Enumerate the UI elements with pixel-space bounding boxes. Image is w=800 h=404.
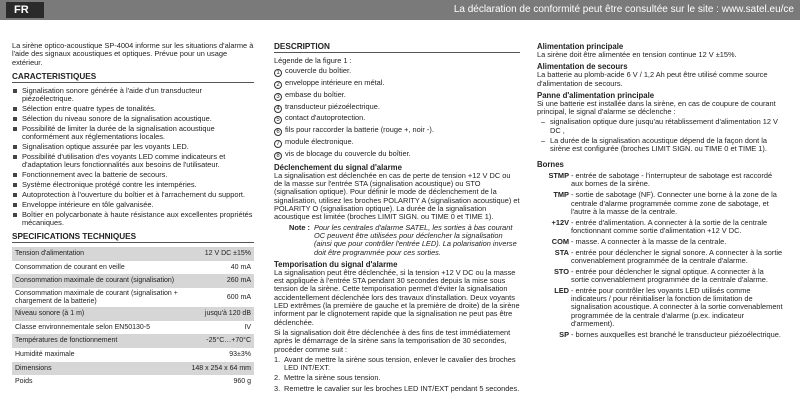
power-failure-item: – La durée de la signalisation acoustique dépend de la façon dont la sirène est configurée (broches LIMIT SIGN. ou TIME 0 et TIME 1). [541,137,783,154]
legend-item [274,103,520,113]
legend-item [274,79,520,89]
spec-value: 960 g [233,378,251,386]
legend-item [274,150,520,160]
description-heading: DESCRIPTION [274,42,520,53]
terminal-item [537,191,783,216]
spec-label: Dimensions [12,362,188,376]
figure-legend [274,67,520,160]
legend-text: transducteur piézoélectrique. [285,101,380,111]
characteristic-item: Enveloppe intérieure en tôle galvanisée. [12,201,254,209]
dash-separator: - [571,217,576,227]
spec-value: 600 mA [226,293,251,301]
spec-label: Consommation de courant en veille [15,263,125,271]
terminal-key: LED [554,285,569,295]
terminal-key: +12V [551,217,569,227]
terminal-key: COM [551,236,569,246]
legend-number-badge: 6 [274,128,282,136]
spec-value: 93±3% [229,351,251,359]
legend-number-badge: 7 [274,140,282,148]
delay-heading: Temporisation du signal d'alarme [274,259,398,269]
terminal-text: masse. A connecter à la masse de la centrale. [575,236,727,246]
characteristic-item: Boîtier en polycarbonate à haute résistance aux excellentes propriétés mécaniques. [12,211,254,228]
terminal-text: bornes auxquelles est branché le transducteur piézoélectrique. [575,329,781,339]
spec-label: Consommation maximale de courant (signalisation) [12,274,188,288]
conformity-notice: La déclaration de conformité peut être consultée sur le site : www.satel.eu/ce [453,4,794,15]
legend-item [274,67,520,77]
characteristic-item: Sélection entre quatre types de tonalités. [12,105,254,113]
step-text: Remettre le cavalier sur les broches LED INT/EXT pendant 5 secondes. [284,383,520,393]
backup-power-text: La batterie au plomb-acide 6 V / 1,2 Ah peut être utilisé comme source d'alimentation de secours. [537,70,768,88]
terminal-text: entrée de sabotage - l'interrupteur de sabotage est raccordé aux bornes de la sirène. [571,171,773,189]
spec-value: 260 mA [188,274,254,288]
main-power-text: La sirène doit être alimentée en tension continue 12 V ±15%. [537,50,737,59]
trigger-heading: Déclenchement du signal d'alarme [274,162,402,172]
spec-row [12,288,254,307]
terminal-key: STMP [548,171,569,181]
spec-label: Consommation maximale de courant (signalisation + chargement de la batterie) [15,290,178,305]
spec-row [12,362,254,376]
legend-number-badge: 4 [274,105,282,113]
terminals-heading: Bornes [537,160,564,170]
terminal-desc [571,268,783,285]
legend-text: vis de blocage du couvercle du boîtier. [285,148,411,158]
delay-text-1: La signalisation peut être déclenchée, si la tension +12 V DC ou la masse est appliquée à l'entrée STA pendant 30 secondes depuis la mise sous tension de la sirène. Cette temporisation permet d'éviter la signalisation accidentellement déclenchée lors des travaux d'installation. Deux voyants LED extrêmes (la première de gauche et la première de droite) de la sirène informent par le clignotement rapide que la signalisation ne peut pas être déclenchée. [274,267,520,327]
legend-number-badge: 2 [274,81,282,89]
spec-row [12,334,254,348]
spec-value: IV [244,323,251,331]
spec-row [12,261,254,275]
terminal-text: entrée pour déclencher le signal optique. A connecter à la sortie convenablement programmée de la centrale d'alarme. [571,266,768,284]
terminal-text: sortie de sabotage (NF). Connecter une borne à la zone de la centrale d'alarme programmée comme zone de sabotage, et l'autre à la masse de la centrale. [571,190,777,216]
specs-table [12,247,254,389]
note-label: Note : [289,222,310,232]
power-failure-heading: Panne d'alimentation principale [537,90,655,100]
legend-text: module électronique. [285,137,354,147]
header-bar [0,0,800,20]
terminal-item [537,268,783,285]
terminal-text: entrée pour contrôler les voyants LED utilisés comme indicateurs / pour réinitialiser la fonction de limitation de signalisation acoustique. A connecter à la sortie convenablement programmée de la centrale d'alarme (p.ex. indicateur d'armement). [571,285,783,328]
legend-text: couvercle du boîtier. [285,66,352,76]
dash-separator: - [571,329,576,339]
specs-heading: SPECIFICATIONS TECHNIQUES [12,232,254,243]
legend-text: enveloppe intérieure en métal. [285,78,385,88]
language-tag: FR [6,2,44,18]
step-item [274,356,520,373]
spec-label: Températures de fonctionnement [12,334,188,348]
trigger-text: La signalisation est déclenchée en cas de perte de tension +12 V DC ou de la masse sur l'entrée STA (signalisation acoustique) ou STO (signalisation optique). Pour définir le mode de déclenchement de la signalisation, utilisez les broches POLARITY A (signalisation acoustique) et POLARITY O (signalisation optique). La durée de la signalisation acoustique est limitée (broches LIMIT SIGN. ou TIME 0 et TIME 1). [274,170,520,222]
terminal-desc [571,331,783,339]
step-number: 3. [274,383,281,393]
legend-number-badge: 3 [274,93,282,101]
spec-value: 12 V DC ±15% [188,247,254,261]
legend-title: Légende de la figure 1 : [274,56,352,65]
spec-value: jusqu'à 120 dB [188,307,254,321]
note-block [274,224,520,257]
main-power-heading: Alimentation principale [537,42,624,51]
spec-label: Classe environnementale selon EN50130-5 [15,323,151,331]
step-text: Avant de mettre la sirène sous tension, enlever le cavalier des broches LED INT/EXT. [284,354,516,373]
spec-row [12,307,254,321]
terminal-text: entrée d'alimentation. A connecter à la sortie de la centrale fonctionnant comme sortie d'alimentation +12 V DC. [571,217,768,235]
spec-row [12,274,254,288]
terminal-key: STO [553,266,569,276]
step-text: Mettre la sirène sous tension. [284,373,381,383]
step-number: 1. [274,354,281,364]
column-right [537,42,783,342]
terminal-desc [571,238,783,246]
terminal-item [537,331,783,339]
note-text: Pour les centrales d'alarme SATEL, les sorties à bas courant OC peuvent être utilisées pour déclencher la signalisation (ainsi que pour contrôler l'entrée LED). La polarisation inverse doit être programmée pour ces sorties. [314,222,517,257]
characteristic-item: Possibilité d'utilisation d'es voyants LED comme indicateurs et d'adaptation leurs fonctionnalités aux besoins de l'utilisateur. [12,153,254,170]
dash-separator: - [571,190,576,200]
terminal-item [537,238,783,246]
dash-separator: - [571,266,576,276]
terminal-item [537,287,783,328]
characteristics-heading: CARACTERISTIQUES [12,72,254,83]
terminal-item [537,249,783,266]
characteristic-item: Signalisation sonore générée à l'aide d'un transducteur piézoélectrique. [12,87,254,104]
step-item [274,385,520,393]
legend-item [274,114,520,124]
spec-value: 148 x 254 x 64 mm [188,362,254,376]
spec-label: Humidité maximale [15,351,75,359]
spec-label: Niveau sonore (à 1 m) [12,307,188,321]
dash-separator: - [571,285,576,295]
legend-text: fils pour raccorder la batterie (rouge +, noir -). [285,125,434,135]
legend-item [274,138,520,148]
legend-item [274,91,520,101]
spec-row [12,321,254,335]
legend-text: contact d'autoprotection. [285,113,366,123]
terminal-desc [571,172,783,189]
terminal-key: SP [559,329,569,339]
terminal-item [537,172,783,189]
step-number: 2. [274,373,281,383]
steps-list [274,356,520,393]
intro-text: La sirène optico-acoustique SP-4004 informe sur les situations d'alarme à l'aide des signaux acoustiques et optiques. Prévue pour un usage extérieur. [12,41,254,67]
spec-row [12,247,254,261]
terminal-desc [571,219,783,236]
step-item [274,374,520,382]
spec-row [12,375,254,389]
power-failure-item: – signalisation optique dure jusqu'au rétablissement d'alimentation 12 V DC , [541,118,783,135]
terminals-list [537,172,783,339]
backup-power-heading: Alimentation de secours [537,62,628,72]
dash-separator: - [571,236,576,246]
characteristic-item: Autoprotection à l'ouverture du boîtier et à l'arrachement du support. [12,191,254,199]
terminal-text: entrée pour déclencher le signal sonore. A connecter à la sortie convenablement programmée de la centrale d'alarme. [571,247,783,265]
legend-text: embase du boîtier. [285,89,346,99]
power-failure-list [537,118,783,153]
terminal-key: STA [554,247,569,257]
characteristic-item: Système électronique protégé contre les intempéries. [12,181,254,189]
characteristic-item: Signalisation optique assurée par les voyants LED. [12,143,254,151]
characteristic-item: Sélection du niveau sonore de la signalisation acoustique. [12,115,254,123]
column-middle [274,42,520,395]
characteristics-list [12,87,254,227]
delay-text-2: Si la signalisation doit être déclenchée à des fins de test immédiatement après le démarrage de la sirène sans la temporisation de 30 secondes, procéder comme suit : [274,327,511,354]
dash-separator: - [571,247,576,257]
terminal-desc [571,287,783,328]
spec-value: -25°C…+70°C [188,334,254,348]
terminal-item [537,219,783,236]
spec-label: Tension d'alimentation [12,247,188,261]
column-left [12,42,254,389]
legend-item [274,126,520,136]
characteristic-item: Fonctionnement avec la batterie de secours. [12,171,254,179]
terminal-key: TMP [553,190,569,200]
legend-number-badge: 1 [274,69,282,77]
power-failure-text: Si une batterie est installée dans la sirène, en cas de coupure de courant principal, le signal d'alarme se déclenche : [537,98,776,117]
legend-number-badge: 8 [274,152,282,160]
legend-number-badge: 5 [274,116,282,124]
characteristic-item: Possibilité de limiter la durée de la signalisation acoustique conformément aux réglementations locales. [12,125,254,142]
dash-separator: - [571,171,576,181]
spec-label: Poids [15,378,33,386]
terminal-desc [571,191,783,216]
spec-value: 40 mA [230,263,251,271]
terminal-desc [571,249,783,266]
spec-row [12,348,254,362]
